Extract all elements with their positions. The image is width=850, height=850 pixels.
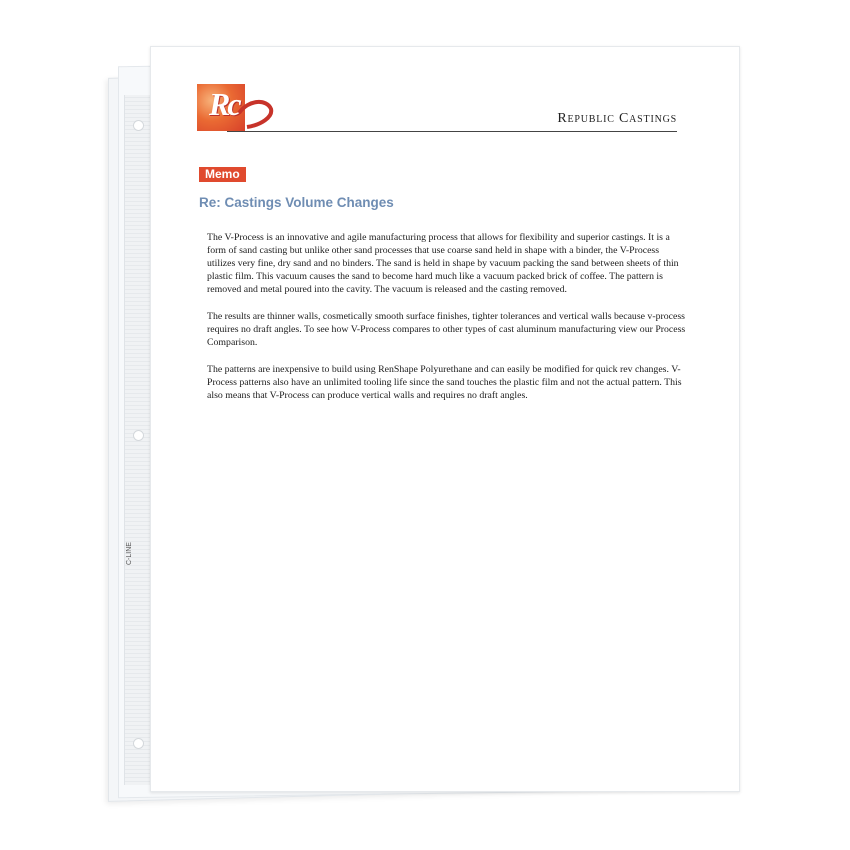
logo-lettering: Rc bbox=[209, 86, 239, 122]
binder-hole-top bbox=[133, 120, 144, 131]
memo-sheet bbox=[150, 46, 740, 792]
paragraph: The V-Process is an innovative and agile manufacturing process that allows for flexibility and superior castings. It is a form of sand casting but unlike other sand processes that use coarse sand held in shape with a binder, the V-Process utilizes very fine, dry sand and no binders. The sand is held in shape by vacuum packing the sand between sheets of thin plastic film. This vacuum causes the sand to become hard much like a vacuum packed brick of coffee. The pattern is removed and metal poured into the cavity. The vacuum is released and the casting removed. bbox=[207, 232, 679, 295]
memo-badge: Memo bbox=[199, 167, 246, 182]
memo-body bbox=[207, 231, 687, 416]
binder-hole-middle bbox=[133, 430, 144, 441]
company-name: Republic Castings bbox=[557, 111, 677, 126]
memo-subject: Re: Castings Volume Changes bbox=[199, 195, 394, 210]
paragraph: The patterns are inexpensive to build using RenShape Polyurethane and can easily be modified for quick rev changes. V-Process patterns also have an unlimited tooling life since the sand touches the plastic film and not the actual pattern. This also means that V-Process can produce vertical walls and requires no draft angles. bbox=[207, 364, 682, 401]
paragraph: The results are thinner walls, cosmetically smooth surface finishes, tighter tolerances and vertical walls because v-process requires no draft angles. To see how V-Process compares to other types of cast aluminum manufacturing view our Process Comparison. bbox=[207, 311, 686, 348]
header-rule bbox=[227, 131, 677, 132]
logo-swirl-icon bbox=[237, 95, 277, 135]
binder-hole-bottom bbox=[133, 738, 144, 749]
brand-label: C-LINE bbox=[126, 542, 133, 565]
